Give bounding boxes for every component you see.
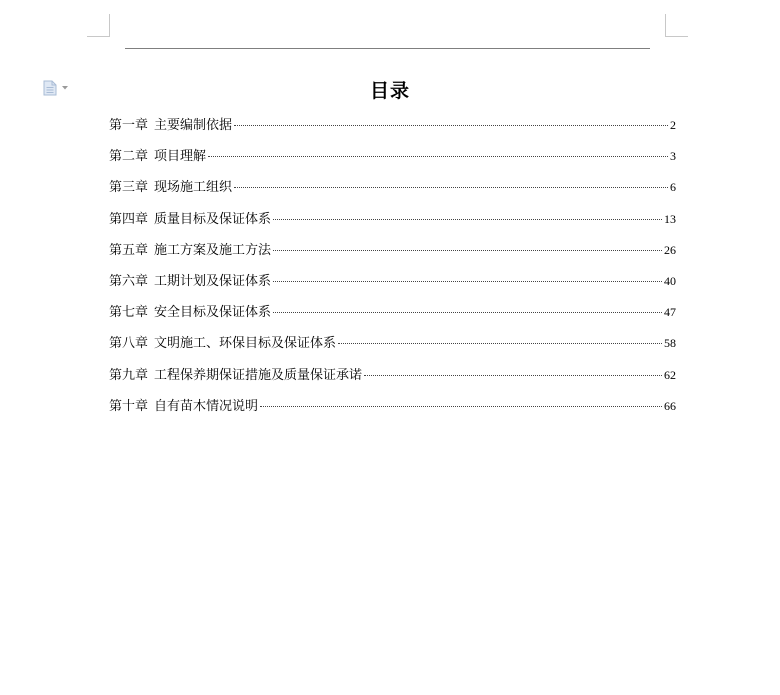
toc-chapter-title: 现场施工组织 [154,180,233,196]
toc-chapter-title: 工程保养期保证措施及质量保证承诺 [154,367,363,383]
toc-chapter-number: 第四章 [109,211,149,227]
toc-entry[interactable] [109,235,676,266]
toc-entry[interactable] [109,141,676,172]
toc-page-number: 2 [670,118,676,132]
toc-dot-leader [234,125,668,126]
toc-chapter-number: 第七章 [109,305,149,321]
toc-entry[interactable] [109,328,676,359]
toc-page-number: 3 [670,149,676,164]
toc-chapter-title: 文明施工、环保目标及保证体系 [154,336,337,352]
toc-chapter-number: 第八章 [109,336,149,352]
toc-chapter-title: 质量目标及保证体系 [154,211,272,227]
toc-page-number: 62 [664,367,676,382]
page-title: 目录 [369,80,410,102]
toc-dot-leader [364,375,662,376]
toc-dot-leader [338,343,662,344]
toc-entry[interactable] [109,172,676,203]
toc-entry[interactable] [109,204,676,235]
toc-chapter-number: 第六章 [109,273,149,289]
toc-chapter-title: 项目理解 [154,149,207,165]
toc-chapter-title: 工期计划及保证体系 [154,273,272,289]
toc-chapter-number: 第三章 [109,180,149,196]
toc-dot-leader [273,281,662,282]
crop-mark-top-left [87,14,110,37]
toc-chapter-title: 主要编制依据 [154,118,233,133]
toc-chapter-title: 安全目标及保证体系 [154,305,272,321]
header-rule [125,48,650,49]
toc-chapter-number: 第一章 [109,118,149,133]
toc-chapter-number: 第九章 [109,367,149,383]
toc-page-number: 26 [664,242,676,257]
toc-dot-leader [273,250,662,251]
toc-page-number: 47 [664,305,676,320]
toc-chapter-title: 自有苗木情况说明 [154,398,259,414]
toc-page-number: 6 [670,180,676,195]
toc-dot-leader [273,312,662,313]
crop-mark-top-right [665,14,688,37]
toc-entry[interactable] [109,391,676,422]
toc-dot-leader [234,187,668,188]
toc-chapter-number: 第二章 [109,149,149,165]
table-of-contents [109,110,676,422]
toc-entry[interactable] [109,297,676,328]
toc-page-number: 66 [664,398,676,413]
toc-entry[interactable] [109,110,676,141]
toc-entry[interactable] [109,266,676,297]
toc-page-number: 13 [664,211,676,226]
toc-chapter-number: 第五章 [109,242,149,258]
toc-chapter-number: 第十章 [109,398,149,414]
toc-entry[interactable] [109,360,676,391]
toc-dot-leader [273,219,662,220]
toc-dot-leader [208,156,668,157]
toc-page-number: 40 [664,273,676,288]
toc-page-number: 58 [664,336,676,351]
toc-dot-leader [260,406,662,407]
toc-chapter-title: 施工方案及施工方法 [154,242,272,258]
